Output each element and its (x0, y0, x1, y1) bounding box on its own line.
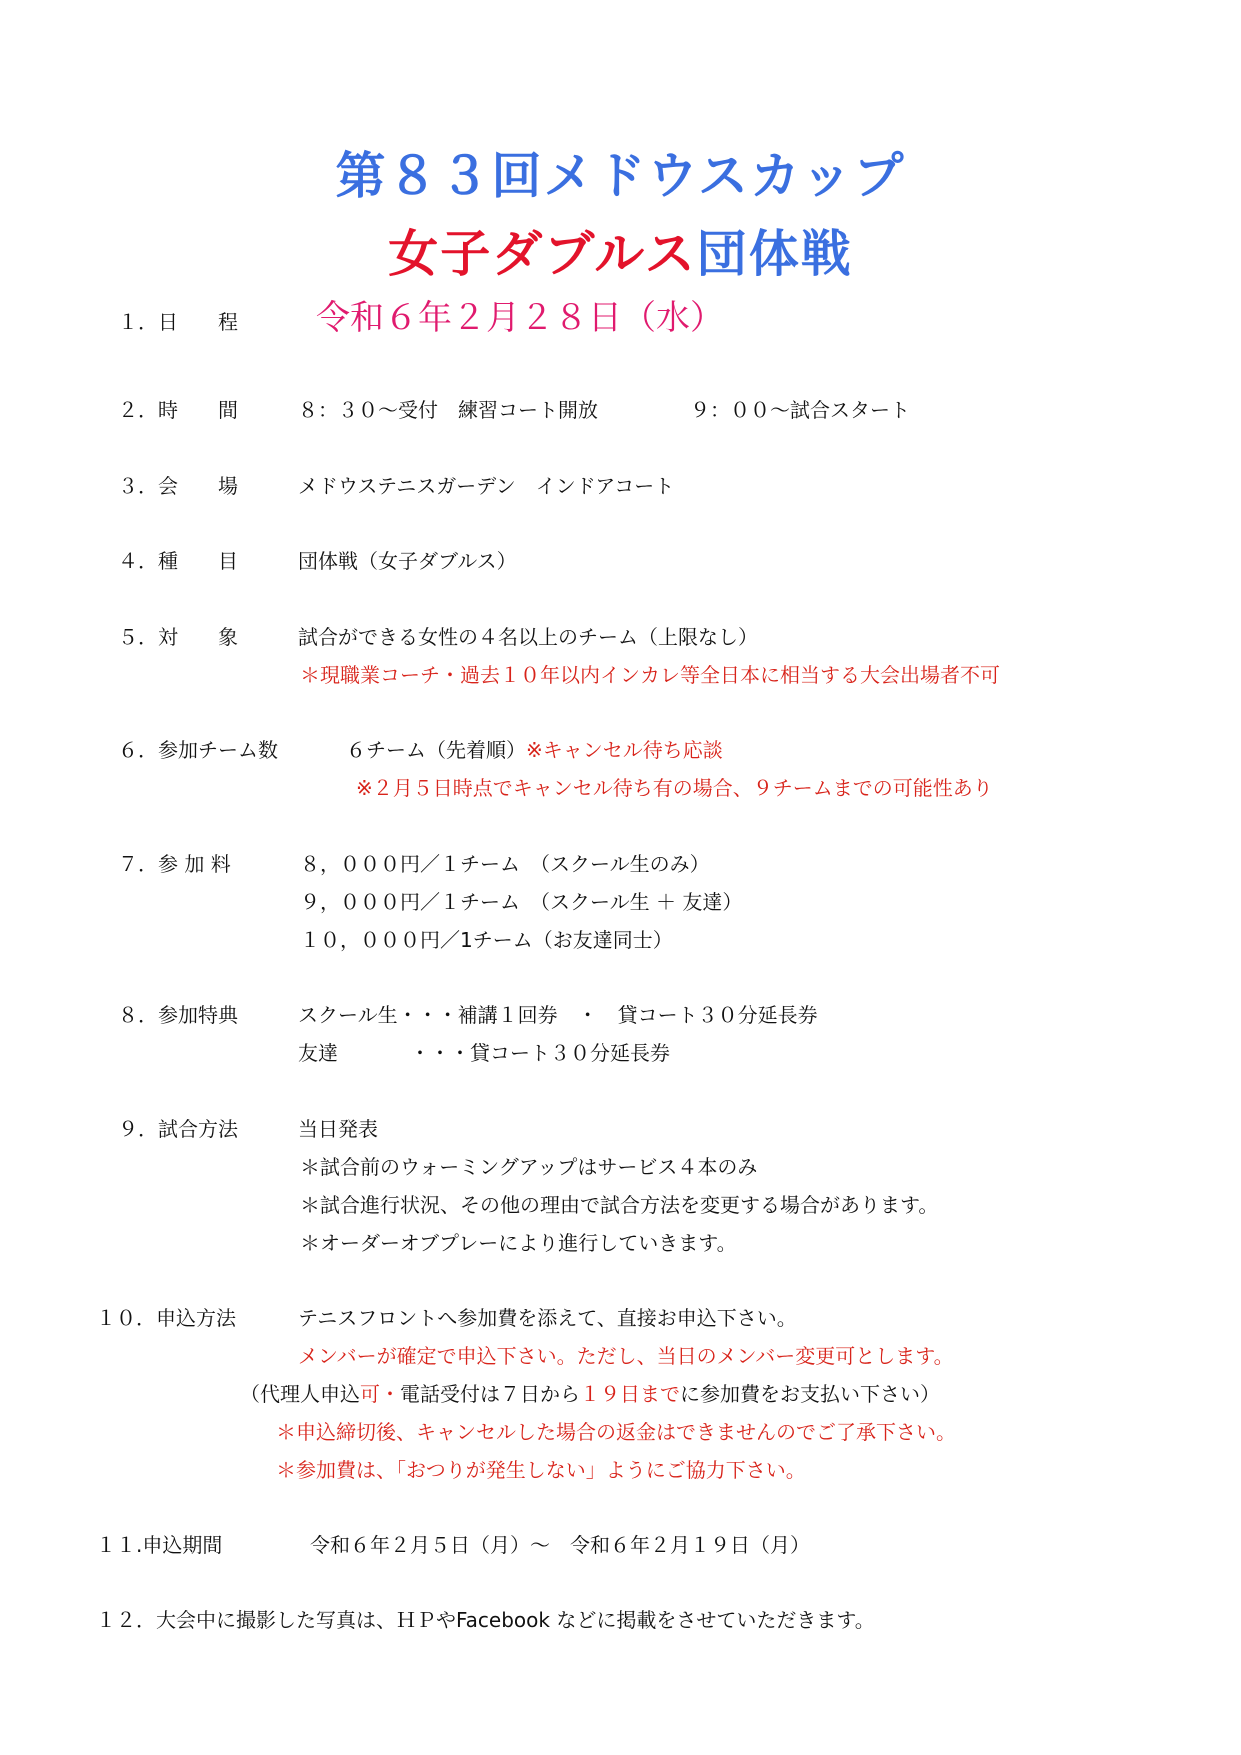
s2-label: ２．時 間 (118, 398, 238, 422)
s8-perk-school: スクール生・・・補講１回券 ・ 貸コート３０分延長券 (298, 1003, 818, 1027)
s9-method: 当日発表 (298, 1117, 378, 1141)
s12-text: １２．大会中に撮影した写真は、ＨＰやFacebook などに掲載をさせていただきます。 (96, 1608, 875, 1632)
s9-note-1: ＊試合前のウォーミングアップはサービス４本のみ (300, 1155, 758, 1179)
s2-time-b: ９：００～試合スタート (690, 398, 910, 422)
s8-friend-value: ・・・貸コート３０分延長券 (410, 1041, 670, 1065)
s6-waitlist: ※キャンセル待ち応談 (526, 738, 723, 762)
s10-label: １０．申込方法 (96, 1306, 236, 1330)
s10-proxy-1: （代理人申込 (240, 1382, 360, 1406)
title-line-1: 第８３回メドウスカップ (335, 147, 906, 205)
s8-perk-friend (298, 1041, 670, 1065)
s11-label: １１.申込期間 (96, 1533, 223, 1557)
s4-label: ４．種 目 (118, 549, 238, 573)
s3-venue: メドウステニスガーデン インドアコート (298, 474, 675, 498)
s10-method: テニスフロントへ参加費を添えて、直接お申込下さい。 (298, 1306, 797, 1330)
s7-label: ７．参 加 料 (118, 852, 231, 876)
s10-proxy-3: 電話受付は７日から (400, 1382, 580, 1406)
s10-proxy-note (240, 1382, 940, 1406)
s6-teams (346, 738, 723, 762)
s5-target: 試合ができる女性の４名以上のチーム（上限なし） (298, 625, 758, 649)
s7-fee-1: ８，０００円／１チーム （スクール生のみ） (300, 852, 710, 876)
s9-label: ９．試合方法 (118, 1117, 238, 1141)
s9-note-3: ＊オーダーオブプレーにより進行していきます。 (300, 1231, 737, 1255)
s10-proxy-4: １９日まで (580, 1382, 680, 1406)
s3-label: ３．会 場 (118, 474, 238, 498)
s6-teams-value: ６チーム（先着順） (346, 738, 526, 762)
s10-red-note-1: メンバーが確定で申込下さい。ただし、当日のメンバー変更可とします。 (298, 1344, 954, 1368)
s8-friend-label: 友達 (298, 1041, 338, 1065)
s4-event: 団体戦（女子ダブルス） (298, 549, 517, 573)
s5-label: ５．対 象 (118, 625, 238, 649)
s6-note: ※２月５日時点でキャンセル待ち有の場合、９チームまでの可能性あり (356, 776, 993, 800)
s6-label: ６．参加チーム数 (118, 738, 278, 762)
s1-date: 令和６年２月２８日（水） (316, 298, 724, 338)
s9-note-2: ＊試合進行状況、その他の理由で試合方法を変更する場合があります。 (300, 1193, 939, 1217)
title-line-2 (0, 214, 1241, 286)
s10-proxy-2: 可・ (360, 1382, 400, 1406)
title-women-doubles: 女子ダブルス (388, 225, 697, 283)
title-team-match: 団体戦 (696, 225, 853, 283)
s7-fee-2: ９，０００円／１チーム （スクール生 ＋ 友達） (300, 890, 743, 914)
s10-proxy-5: に参加費をお支払い下さい） (680, 1382, 940, 1406)
s11-period: 令和６年２月５日（月）～ 令和６年２月１９日（月） (310, 1533, 810, 1557)
s1-label: １．日 程 (118, 310, 238, 334)
s10-red-note-2: ＊申込締切後、キャンセルした場合の返金はできませんのでご了承下さい。 (276, 1420, 956, 1444)
s10-red-note-3: ＊参加費は、「おつりが発生しない」ようにご協力下さい。 (276, 1458, 806, 1482)
s2-time-a: ８：３０～受付 練習コート開放 (298, 398, 598, 422)
s7-fee-3: １０，０００円／1チーム（お友達同士） (300, 928, 673, 952)
s8-label: ８．参加特典 (118, 1003, 238, 1027)
s5-note: ＊現職業コーチ・過去１０年以内インカレ等全日本に相当する大会出場者不可 (300, 663, 1000, 687)
